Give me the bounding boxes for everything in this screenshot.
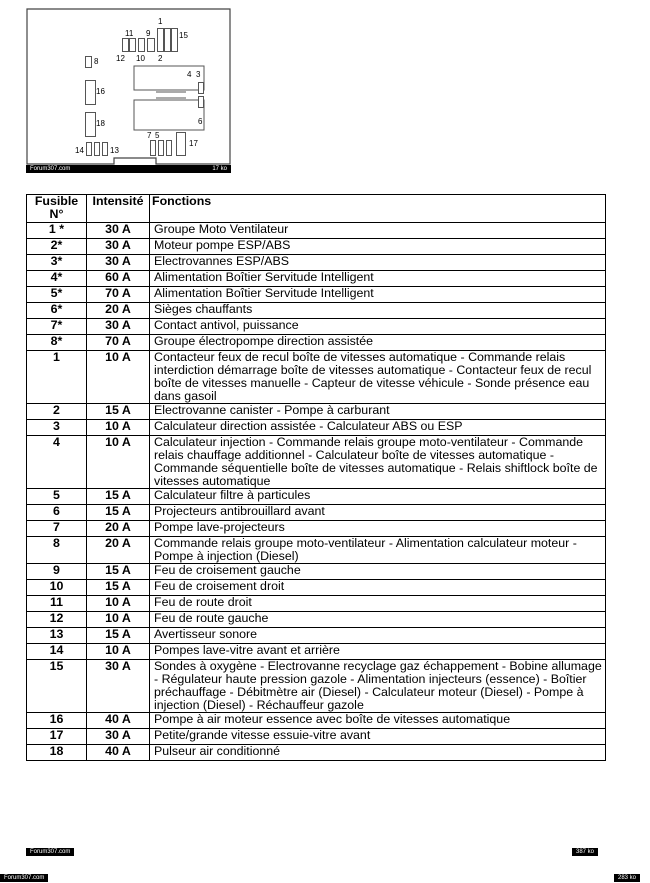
table-row bbox=[27, 335, 606, 351]
page-source-label: Forum307.com bbox=[0, 874, 48, 882]
fuse-number-cell: 16 bbox=[27, 713, 87, 729]
table-row bbox=[27, 255, 606, 271]
diagram-source-label: Forum307.com bbox=[30, 166, 71, 172]
table-row bbox=[27, 644, 606, 660]
fuse-number-cell: 4 bbox=[27, 436, 87, 489]
fuse-number-cell: 17 bbox=[27, 729, 87, 745]
fuse-label: 7 bbox=[147, 131, 152, 140]
intensity-cell: 15 A bbox=[87, 580, 150, 596]
intensity-cell: 60 A bbox=[87, 271, 150, 287]
fuse-label: 15 bbox=[179, 31, 188, 40]
function-cell: Feu de route gauche bbox=[150, 612, 606, 628]
intensity-cell: 70 A bbox=[87, 287, 150, 303]
fuse-slot bbox=[198, 96, 204, 108]
table-row bbox=[27, 713, 606, 729]
fuse-label: 12 bbox=[116, 54, 125, 63]
fuse-table-container bbox=[26, 194, 608, 856]
table-row bbox=[27, 596, 606, 612]
table-row bbox=[27, 351, 606, 404]
function-cell: Groupe électropompe direction assistée bbox=[150, 335, 606, 351]
fuse-number-cell: 11 bbox=[27, 596, 87, 612]
fuse-label: 10 bbox=[136, 54, 145, 63]
table-source-label: Forum307.com bbox=[26, 848, 74, 856]
fuse-number-cell: 15 bbox=[27, 660, 87, 713]
fuse-table bbox=[26, 194, 606, 761]
fuse-label: 6 bbox=[198, 117, 203, 126]
intensity-cell: 40 A bbox=[87, 745, 150, 761]
table-row bbox=[27, 628, 606, 644]
fuse-number-cell: 7 bbox=[27, 521, 87, 537]
fuse-slot bbox=[94, 142, 100, 156]
fuse-label: 4 bbox=[187, 70, 192, 79]
intensity-cell: 20 A bbox=[87, 537, 150, 564]
function-cell: Feu de croisement gauche bbox=[150, 564, 606, 580]
function-cell: Pompe lave-projecteurs bbox=[150, 521, 606, 537]
intensity-cell: 40 A bbox=[87, 713, 150, 729]
fuse-label: 1 bbox=[158, 17, 163, 26]
fuse-number-cell: 8 bbox=[27, 537, 87, 564]
table-row bbox=[27, 505, 606, 521]
diagram-watermark-bar bbox=[26, 165, 231, 173]
table-row bbox=[27, 745, 606, 761]
intensity-cell: 10 A bbox=[87, 436, 150, 489]
table-row bbox=[27, 303, 606, 319]
fuse-slot bbox=[171, 28, 178, 52]
table-row bbox=[27, 580, 606, 596]
function-cell: Alimentation Boîtier Servitude Intelligent bbox=[150, 271, 606, 287]
fuse-slot bbox=[176, 132, 186, 156]
intensity-cell: 15 A bbox=[87, 564, 150, 580]
fuse-label: 2 bbox=[158, 54, 163, 63]
function-cell: Projecteurs antibrouillard avant bbox=[150, 505, 606, 521]
table-row bbox=[27, 537, 606, 564]
fuse-number-cell: 3* bbox=[27, 255, 87, 271]
intensity-cell: 15 A bbox=[87, 505, 150, 521]
fuse-slot bbox=[164, 28, 171, 52]
table-row bbox=[27, 612, 606, 628]
fuse-number-cell: 6* bbox=[27, 303, 87, 319]
table-row bbox=[27, 489, 606, 505]
function-cell: Groupe Moto Ventilateur bbox=[150, 223, 606, 239]
intensity-cell: 10 A bbox=[87, 596, 150, 612]
table-row bbox=[27, 287, 606, 303]
intensity-cell: 30 A bbox=[87, 729, 150, 745]
fuse-label: 3 bbox=[196, 70, 201, 79]
fuse-slot bbox=[150, 140, 156, 156]
function-cell: Pompe à air moteur essence avec boîte de vitesses automatique bbox=[150, 713, 606, 729]
diagram-size-label: 17 ko bbox=[212, 166, 227, 172]
fuse-slot bbox=[85, 80, 96, 105]
fuse-label: 9 bbox=[146, 29, 151, 38]
table-row bbox=[27, 420, 606, 436]
intensity-cell: 10 A bbox=[87, 612, 150, 628]
intensity-cell: 15 A bbox=[87, 628, 150, 644]
page-size-label: 283 ko bbox=[614, 874, 640, 882]
fuse-number-cell: 5 bbox=[27, 489, 87, 505]
fuse-slot bbox=[138, 38, 145, 52]
table-row bbox=[27, 319, 606, 335]
table-row bbox=[27, 239, 606, 255]
intensity-cell: 30 A bbox=[87, 319, 150, 335]
intensity-cell: 70 A bbox=[87, 335, 150, 351]
table-size-label: 387 ko bbox=[572, 848, 598, 856]
function-cell: Feu de croisement droit bbox=[150, 580, 606, 596]
intensity-cell: 20 A bbox=[87, 303, 150, 319]
function-cell: Avertisseur sonore bbox=[150, 628, 606, 644]
function-cell: Sondes à oxygène - Electrovanne recyclage gaz échappement - Bobine allumage - Régulateur haute pression gazole - Alimentation injecteurs (essence) - Boîtier préchauffage - Débitmètre air (Diesel) - Calculateur moteur (Diesel) - Pompe à injection (Diesel) - Réchauffeur gazole bbox=[150, 660, 606, 713]
fuse-number-cell: 18 bbox=[27, 745, 87, 761]
fuse-slot bbox=[158, 140, 164, 156]
fuse-number-cell: 14 bbox=[27, 644, 87, 660]
table-row bbox=[27, 404, 606, 420]
fuse-slot bbox=[85, 112, 96, 137]
header-fuse-number: Fusible N° bbox=[27, 195, 87, 223]
intensity-cell: 10 A bbox=[87, 351, 150, 404]
fuse-number-cell: 1 * bbox=[27, 223, 87, 239]
function-cell: Feu de route droit bbox=[150, 596, 606, 612]
fuse-number-cell: 1 bbox=[27, 351, 87, 404]
fuse-number-cell: 4* bbox=[27, 271, 87, 287]
intensity-cell: 30 A bbox=[87, 660, 150, 713]
fuse-number-cell: 6 bbox=[27, 505, 87, 521]
function-cell: Commande relais groupe moto-ventilateur - Alimentation calculateur moteur - Pompe à injection (Diesel) bbox=[150, 537, 606, 564]
function-cell: Calculateur direction assistée - Calculateur ABS ou ESP bbox=[150, 420, 606, 436]
function-cell: Electrovanne canister - Pompe à carburant bbox=[150, 404, 606, 420]
function-cell: Pompes lave-vitre avant et arrière bbox=[150, 644, 606, 660]
fuse-label: 18 bbox=[96, 119, 105, 128]
fuse-label: 17 bbox=[189, 139, 198, 148]
function-cell: Moteur pompe ESP/ABS bbox=[150, 239, 606, 255]
fuse-label: 14 bbox=[75, 146, 84, 155]
table-row bbox=[27, 564, 606, 580]
table-row bbox=[27, 660, 606, 713]
fuse-number-cell: 12 bbox=[27, 612, 87, 628]
table-row bbox=[27, 521, 606, 537]
fuse-number-cell: 8* bbox=[27, 335, 87, 351]
intensity-cell: 15 A bbox=[87, 404, 150, 420]
fuse-label: 13 bbox=[110, 146, 119, 155]
fuse-box-diagram bbox=[26, 8, 231, 173]
fuse-slot bbox=[129, 38, 136, 52]
fuse-slot bbox=[198, 82, 204, 94]
fuse-number-cell: 7* bbox=[27, 319, 87, 335]
fuse-label: 16 bbox=[96, 87, 105, 96]
fuse-slot bbox=[86, 142, 92, 156]
table-body bbox=[27, 223, 606, 761]
fuse-slot bbox=[102, 142, 108, 156]
fuse-number-cell: 3 bbox=[27, 420, 87, 436]
function-cell: Calculateur injection - Commande relais groupe moto-ventilateur - Commande relais chauffage additionnel - Calculateur boîte de vitesses automatique - Commande séquentielle boîte de vitesses automatique - Relais shiftlock boîte de vitesses automatique bbox=[150, 436, 606, 489]
fuse-number-cell: 2* bbox=[27, 239, 87, 255]
header-functions: Fonctions bbox=[150, 195, 606, 223]
table-row bbox=[27, 271, 606, 287]
intensity-cell: 20 A bbox=[87, 521, 150, 537]
fuse-slot bbox=[85, 56, 92, 68]
table-row bbox=[27, 729, 606, 745]
intensity-cell: 15 A bbox=[87, 489, 150, 505]
intensity-cell: 10 A bbox=[87, 644, 150, 660]
fuse-number-cell: 5* bbox=[27, 287, 87, 303]
fuse-slot bbox=[166, 140, 172, 156]
fuse-label: 11 bbox=[125, 29, 134, 38]
intensity-cell: 30 A bbox=[87, 239, 150, 255]
fuse-label: 5 bbox=[155, 131, 160, 140]
fuse-number-cell: 2 bbox=[27, 404, 87, 420]
function-cell: Electrovannes ESP/ABS bbox=[150, 255, 606, 271]
fuse-label: 8 bbox=[94, 57, 99, 66]
fuse-number-cell: 10 bbox=[27, 580, 87, 596]
intensity-cell: 10 A bbox=[87, 420, 150, 436]
intensity-cell: 30 A bbox=[87, 255, 150, 271]
table-row bbox=[27, 223, 606, 239]
function-cell: Sièges chauffants bbox=[150, 303, 606, 319]
fuse-slot bbox=[122, 38, 129, 52]
fuse-slot bbox=[147, 38, 155, 52]
function-cell: Pulseur air conditionné bbox=[150, 745, 606, 761]
header-intensity: Intensité bbox=[87, 195, 150, 223]
function-cell: Petite/grande vitesse essuie-vitre avant bbox=[150, 729, 606, 745]
table-header-row bbox=[27, 195, 606, 223]
function-cell: Contacteur feux de recul boîte de vitesses automatique - Commande relais interdiction démarrage boîte de vitesses automatique - Contacteur feux de recul boîte de vitesses manuelle - Capteur de vitesse véhicule - Sonde présence eau dans gasoil bbox=[150, 351, 606, 404]
fuse-number-cell: 9 bbox=[27, 564, 87, 580]
intensity-cell: 30 A bbox=[87, 223, 150, 239]
function-cell: Alimentation Boîtier Servitude Intelligent bbox=[150, 287, 606, 303]
fuse-slot bbox=[157, 28, 164, 52]
function-cell: Contact antivol, puissance bbox=[150, 319, 606, 335]
function-cell: Calculateur filtre à particules bbox=[150, 489, 606, 505]
fuse-number-cell: 13 bbox=[27, 628, 87, 644]
table-row bbox=[27, 436, 606, 489]
